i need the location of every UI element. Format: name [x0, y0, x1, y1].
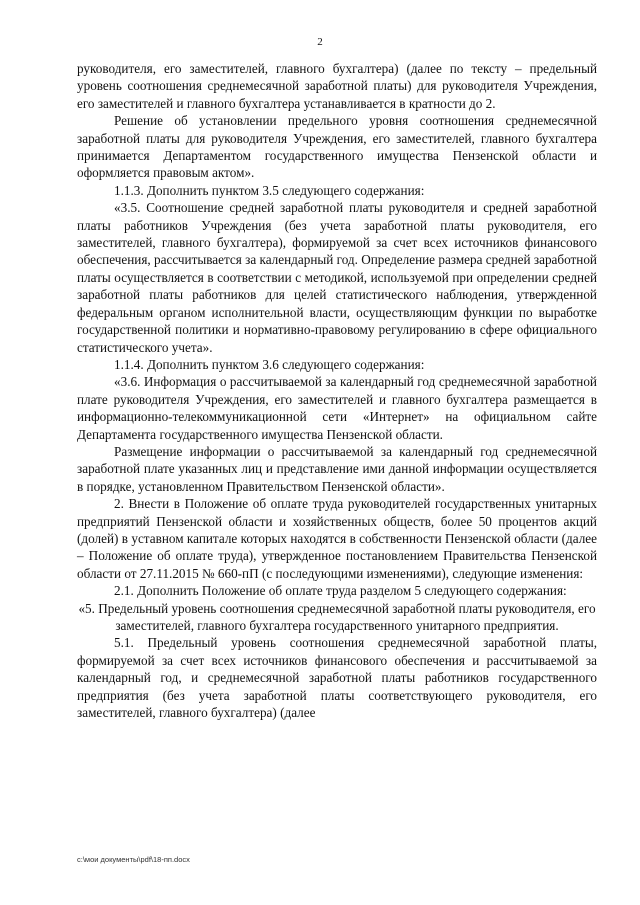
- paragraph-decision: Решение об установлении предельного уровня соотношения среднемесячной заработной платы для руководителя Учреждения, его заместителей, главного бухгалтера принимается Департаментом государственного имущества Пензенской области и оформляется правовым актом».: [77, 113, 597, 181]
- paragraph-1-1-4: 1.1.4. Дополнить пунктом 3.6 следующего содержания:: [114, 356, 425, 372]
- document-body: [77, 60, 597, 721]
- paragraph-item-2: 2. Внести в Положение об оплате труда руководителей государственных унитарных предприятий Пензенской области и хозяйственных обществ, более 50 процентов акций (долей) в уставном капитале которых находятся в собственности Пензенской области (далее – Положение об оплате труда), утвержденное постановлением Правительства Пензенской области от 27.11.2015 № 660-пП (с последующими изменениями), следующие изменения:: [77, 496, 597, 581]
- section-5-heading: «5. Предельный уровень соотношения среднемесячной заработной платы руководителя, его заместителей, главного бухгалтера государственного унитарного предприятия.: [78, 600, 596, 633]
- paragraph-clause-3-5: «3.5. Соотношение средней заработной платы руководителя и средней заработной платы работников Учреждения (без учета заработной платы руководителя, его заместителей, главного бухгалтера), формируемой за счет всех источников финансового обеспечения, рассчитывается за календарный год. Определение размера средней заработной платы осуществляется в соответствии с методикой, используемой при определении средней заработной платы работников для целей статистического наблюдения, утвержденной федеральным органом исполнительной власти, осуществляющим функции по выработке государственной политики и нормативно-правовому регулированию в сфере официального статистического учета».: [77, 200, 597, 355]
- paragraph-clause-5-1: 5.1. Предельный уровень соотношения среднемесячной заработной платы, формируемой за счет всех источников финансового обеспечения и рассчитываемой за календарный год, и среднемесячной заработной платы работников государственного предприятия (без учета заработной платы соответствующего руководителя, его заместителей, главного бухгалтера) (далее: [77, 635, 597, 721]
- footer-file-path: c:\мои документы\pdf\18-пп.docx: [77, 855, 190, 864]
- paragraph-1-1-3: 1.1.3. Дополнить пунктом 3.5 следующего содержания:: [114, 182, 425, 198]
- page-number: 2: [317, 36, 323, 48]
- paragraph-item-2-1: 2.1. Дополнить Положение об оплате труда разделом 5 следующего содержания:: [114, 583, 567, 599]
- paragraph-clause-3-6: «3.6. Информация о рассчитываемой за календарный год среднемесячной заработной плате руководителя Учреждения, его заместителей и главного бухгалтера размещается в информационно-телекоммуникационной сети «Интернет» на официальном сайте Департамента государственного имущества Пензенской области.: [77, 374, 597, 442]
- paragraph-continuation: руководителя, его заместителей, главного бухгалтера) (далее по тексту – предельный уровень соотношения среднемесячной заработной платы) для руководителя Учреждения, его заместителей и главного бухгалтера устанавливается в кратности до 2.: [77, 61, 597, 111]
- paragraph-publication: Размещение информации о рассчитываемой за календарный год среднемесячной заработной плате указанных лиц и представление ими данной информации осуществляется в порядке, установленном Правительством Пензенской области».: [77, 443, 597, 494]
